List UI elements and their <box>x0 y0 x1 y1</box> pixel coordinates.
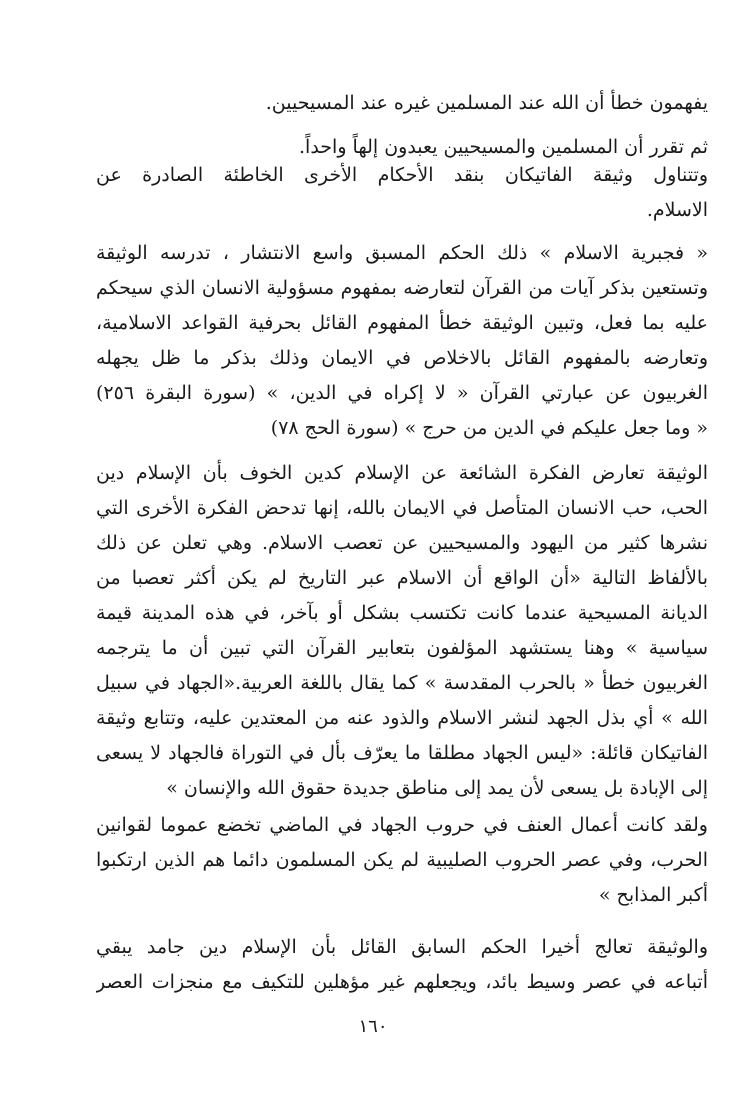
text-line: الديانة المسيحية عندما كانت تكتسب بشكل أو بآخر، في هذه المدينة قيمة <box>96 602 708 624</box>
text-line: ولقد كانت أعمال العنف في حروب الجهاد في الماضي تخضع عموما لقوانين <box>96 814 708 836</box>
paragraph <box>96 930 708 1000</box>
text-line: أتباعه في عصر وسيط بائد، ويجعلهم غير مؤهلين للتكيف مع منجزات العصر <box>96 971 708 993</box>
text-line: إلى الإبادة بل يسعى لأن يمد إلى مناطق جديدة حقوق الله والإنسان » <box>166 777 708 799</box>
text-line: الفاتيكان قائلة: «ليس الجهاد مطلقا ما يعرّف بأل في التوراة فالجهاد لا يسعى <box>96 742 708 764</box>
text-line: الغربيون عن عبارتي القرآن « لا إكراه في الدين، » (سورة البقرة ٢٥٦) <box>96 382 708 404</box>
paragraph <box>96 456 708 806</box>
text-line: الوثيقة تعارض الفكرة الشائعة عن الإسلام كدين الخوف بأن الإسلام دين <box>96 462 708 484</box>
text-line: وتتناول وثيقة الفاتيكان بنقد الأحكام الأخرى الخاطئة الصادرة عن <box>96 164 708 186</box>
text-line: والوثيقة تعالج أخيرا الحكم السابق القائل بأن الإسلام دين جامد يبقي <box>96 936 708 958</box>
paragraph <box>96 236 708 446</box>
text-line: وتعارضه بالمفهوم القائل بالاخلاص في الايمان وذلك بذكر ما ظل يجهله <box>96 347 708 369</box>
text-line: الحب، حب الانسان المتأصل في الايمان بالله، إنها تدحض الفكرة الأخرى التي <box>96 497 708 519</box>
text-line: أكبر المذابح » <box>598 884 708 906</box>
text-line: عليه بما فعل، وتبين الوثيقة خطأ المفهوم القائل بحرفية القواعد الاسلامية، <box>96 312 708 334</box>
text-line: « فجبرية الاسلام » ذلك الحكم المسبق واسع الانتشار ، تدرسه الوثيقة <box>96 242 708 264</box>
text-line: نشرها كثير من اليهود والمسيحيين عن تعصب الاسلام. وهي تعلن عن ذلك <box>96 532 708 554</box>
text-line: الغربيون خطأ « بالحرب المقدسة » كما يقال باللغة العربية.«الجهاد في سبيل <box>96 672 708 694</box>
paragraph <box>96 808 708 913</box>
text-line: سياسية » وهنا يستشهد المؤلفون بتعابير القرآن التي تبين أن ما يترجمه <box>96 637 708 659</box>
paragraph <box>96 86 708 121</box>
text-line: يفهمون خطأ أن الله عند المسلمين غيره عند المسيحيين. <box>265 92 708 114</box>
page-number: ١٦٠ <box>358 1016 388 1037</box>
paragraph <box>96 158 708 228</box>
text-line: بالألفاظ التالية «أن الواقع أن الاسلام عبر التاريخ لم يكن أكثر تعصبا من <box>96 567 708 589</box>
text-line: « وما جعل عليكم في الدين من حرج » (سورة الحج ٧٨) <box>270 417 708 439</box>
text-line: الاسلام. <box>646 199 708 221</box>
text-line: الحرب، وفي عصر الحروب الصليبية لم يكن المسلمون دائما هم الذين ارتكبوا <box>96 849 708 871</box>
text-line: وتستعين بذكر آيات من القرآن لتعارضه بمفهوم مسؤولية الانسان الذي سيحكم <box>96 277 708 299</box>
text-line: الله » أي بذل الجهد لنشر الاسلام والذود عنه من المعتدين عليه، وتتابع وثيقة <box>96 707 708 729</box>
text-line: ثم تقرر أن المسلمين والمسيحيين يعبدون إلهاً واحداً. <box>299 136 708 158</box>
